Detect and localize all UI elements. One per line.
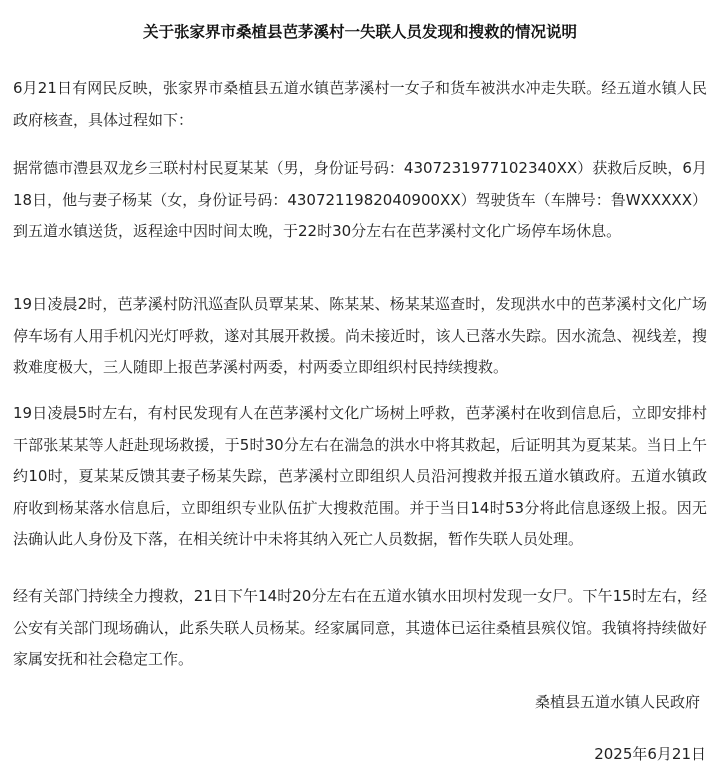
paragraph-intro: 6月21日有网民反映，张家界市桑植县五道水镇芭茅溪村一女子和货车被洪水冲走失联。经五道水镇人民政府核查，具体过程如下： bbox=[13, 79, 707, 129]
document-title: 关于张家界市桑植县芭茅溪村一失联人员发现和搜救的情况说明 bbox=[142, 23, 577, 41]
paragraph-outcome: 经有关部门持续全力搜救，21日下午14时20分左右在五道水镇水田坝村发现一女尸。下午15时左右，经公安有关部门现场确认，此系失联人员杨某。经家属同意，其遗体已运往桑植县殡仪馆。我镇将持续做好家属安抚和社会稳定工作。 bbox=[13, 587, 707, 668]
paragraph-background: 据常德市澧县双龙乡三联村村民夏某某（男，身份证号码：4307231977102340XX）获救后反映，6月18日，他与妻子杨某（女，身份证号码：4307211982040900XX）驾驶货车（车牌号：鲁WXXXXX）到五道水镇送货，返程途中因时间太晚，于22时30分左右在芭茅溪村文化广场停车场休息。 bbox=[13, 159, 707, 240]
paragraph-second-rescue: 19日凌晨5时左右，有村民发现有人在芭茅溪村文化广场树上呼救，芭茅溪村在收到信息后，立即安排村干部张某某等人赶赴现场救援，于5时30分左右在湍急的洪水中将其救起，后证明其为夏某某。当日上午约10时，夏某某反馈其妻子杨某失踪，芭茅溪村立即组织人员沿河搜救并报五道水镇政府。五道水镇政府收到杨某落水信息后，立即组织专业队伍扩大搜救范围。并于当日14时53分将此信息逐级上报。因无法确认此人身份及下落，在相关统计中未将其纳入死亡人员数据，暂作失联人员处理。 bbox=[13, 404, 707, 548]
signing-authority: 桑植县五道水镇人民政府 bbox=[534, 693, 700, 711]
paragraph-first-rescue: 19日凌晨2时，芭茅溪村防汛巡查队员覃某某、陈某某、杨某某巡查时，发现洪水中的芭茅溪村文化广场停车场有人用手机闪光灯呼救，遂对其展开救援。尚未接近时，该人已落水失踪。因水流急、视线差，搜救难度极大，三人随即上报芭茅溪村两委，村两委立即组织村民持续搜救。 bbox=[13, 295, 707, 376]
document-date: 2025年6月21日 bbox=[594, 745, 706, 763]
